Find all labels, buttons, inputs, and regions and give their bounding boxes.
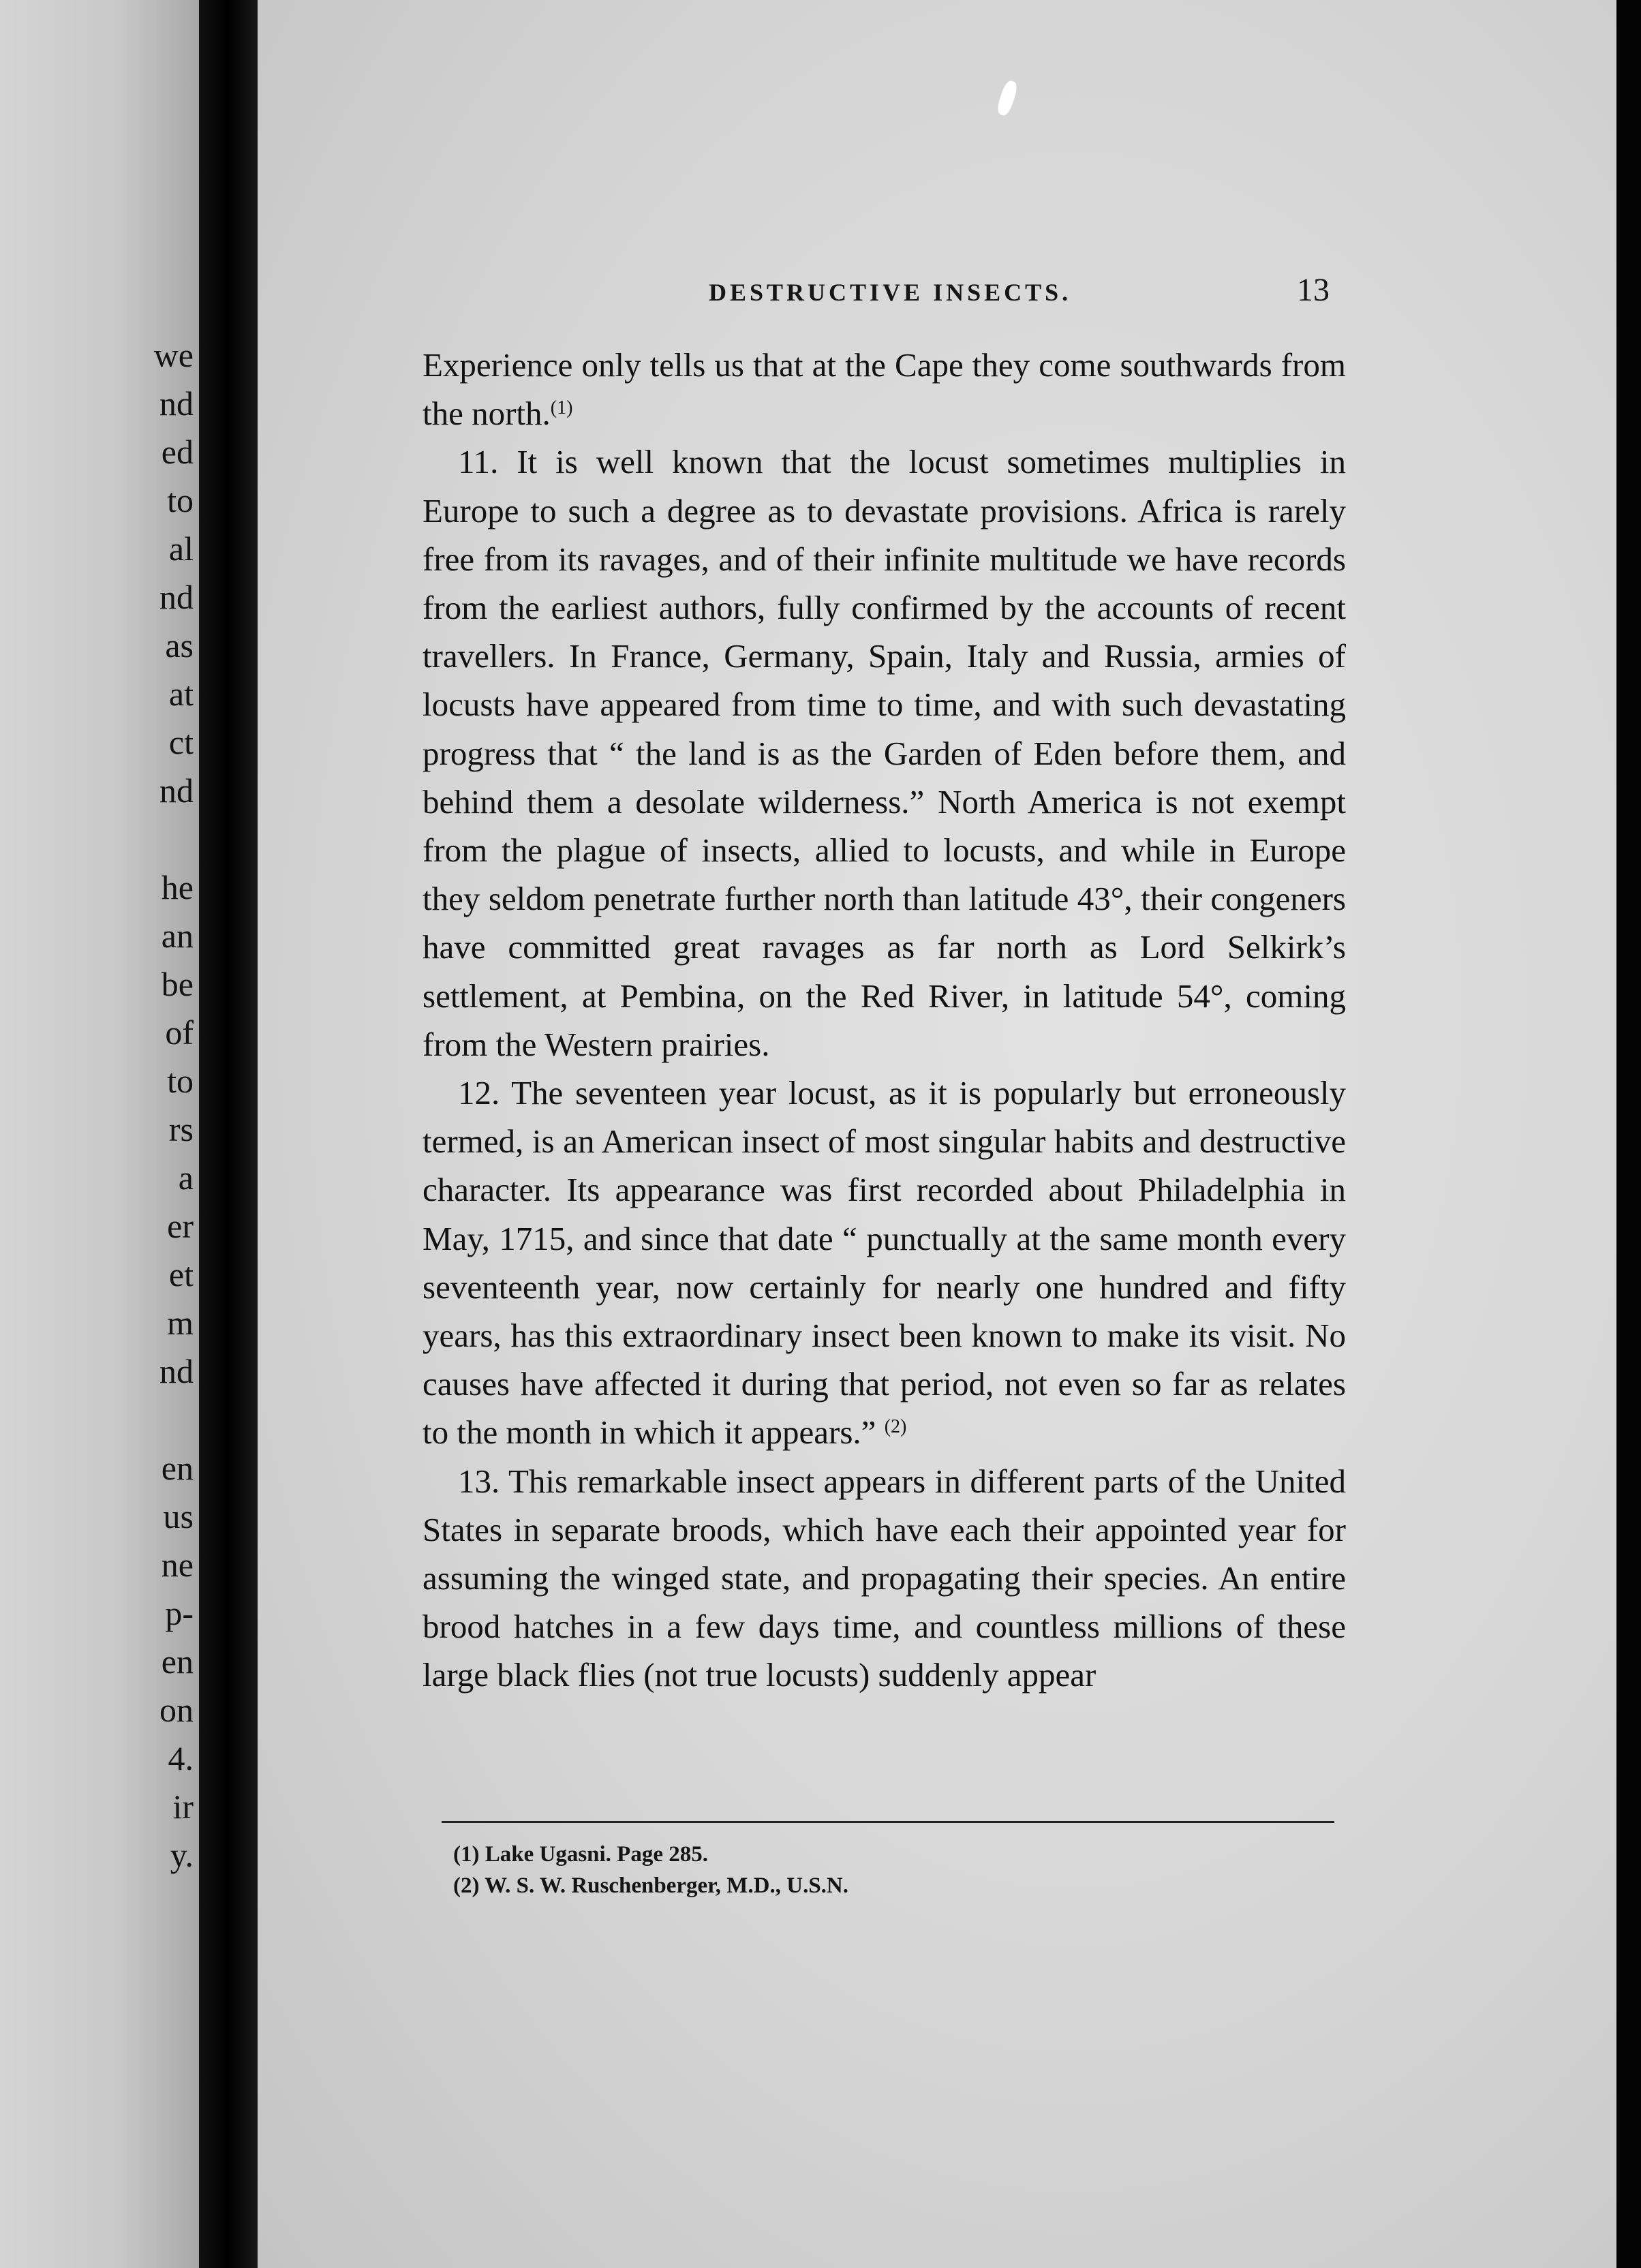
body-text xyxy=(423,341,1346,1700)
previous-page-fragment: he xyxy=(161,868,194,906)
previous-page-fragment: of xyxy=(165,1013,194,1052)
paper-speck xyxy=(995,79,1019,117)
previous-page-fragment: rs xyxy=(168,1110,194,1148)
footnote-rule xyxy=(442,1821,1334,1823)
previous-page-fragment: nd xyxy=(159,771,194,810)
previous-page-fragment: ct xyxy=(168,723,194,761)
previous-page-fragment: at xyxy=(168,675,194,713)
previous-page-fragment: be xyxy=(161,965,194,1003)
footnote-ref-2: (2) xyxy=(884,1416,907,1438)
page-number: 13 xyxy=(1297,272,1330,308)
previous-page-fragment: an xyxy=(161,917,194,955)
previous-page-fragment: to xyxy=(167,1062,194,1100)
footnote-2: (2) W. S. W. Ruschenberger, M.D., U.S.N. xyxy=(453,1873,849,1898)
previous-page-fragment: er xyxy=(167,1207,194,1245)
previous-page-fragment: a xyxy=(178,1159,194,1197)
previous-page-fragment: ir xyxy=(172,1788,194,1826)
footnotes xyxy=(453,1839,848,1901)
previous-page-fragment: nd xyxy=(159,384,194,423)
page-right-edge xyxy=(1616,0,1641,2268)
previous-page-fragment: on xyxy=(159,1691,194,1729)
previous-page-fragment: ne xyxy=(161,1546,194,1584)
paragraph-11: 11. It is well known that the locust sometimes multiplies in Europe to such a degree as to devastate provisions. Africa is rarely free from its ravages, and of their infinite multitude we have records from the earliest authors, fully confirmed by the accounts of recent travellers. In France, Germany, Spain, Italy and Russia, armies of locusts have appeared from time to time, and with such devastating progress that “ the land is as the Garden of Eden before them, and behind them a desolate wilderness.” North America is not exempt from the plague of insects, allied to locusts, and while in Europe they seldom penetrate further north than latitude 43°, their congeners have committed great ravages as far north as Lord Selkirk’s settlement, at Pembina, on the Red River, in latitude 54°, coming from the Western prairies. xyxy=(423,443,1346,1063)
previous-page-fragment: al xyxy=(168,530,194,568)
footnote-1: (1) Lake Ugasni. Page 285. xyxy=(453,1842,708,1867)
previous-page-fragment: y. xyxy=(170,1836,194,1874)
previous-page-fragment: us xyxy=(163,1497,194,1535)
previous-page-fragment: 4. xyxy=(168,1739,194,1777)
book-gutter xyxy=(199,0,258,2268)
running-head: DESTRUCTIVE INSECTS. xyxy=(709,279,1072,306)
previous-page-fragment: et xyxy=(168,1255,194,1293)
paragraph-12 xyxy=(423,1069,1346,1457)
previous-page-fragment: en xyxy=(161,1642,194,1681)
paragraph-text: Experience only tells us that at the Cape they come southwards from the north. xyxy=(423,346,1346,433)
footnote-ref-1: (1) xyxy=(550,397,573,419)
previous-page-fragment: to xyxy=(167,481,194,519)
previous-page-fragment: m xyxy=(167,1304,194,1342)
previous-page-edge xyxy=(0,0,199,2268)
paragraph-13: 13. This remarkable insect appears in different parts of the United States in separate broods, which have each their appointed year for assuming the winged state, and propagating their species. An entire brood hatches in a few days time, and countless millions of these large black flies (not true locusts) suddenly appear xyxy=(423,1462,1346,1694)
previous-page-fragment: as xyxy=(165,626,194,664)
previous-page-fragment: p- xyxy=(165,1594,194,1632)
previous-page-fragment: we xyxy=(153,336,194,374)
previous-page-fragment: nd xyxy=(159,1352,194,1390)
paragraph-continuation xyxy=(423,341,1346,438)
paragraph-text: 12. The seventeen year locust, as it is popularly but erroneously termed, is an American insect of most singular habits and destructive character. Its appearance was first recorded about Philadelphia in May, 1715, and since that date “ punctually at the same month every seventeenth year, now certainly for nearly one hundred and fifty years, has this extraordinary insect been known to make its visit. No causes have affected it during that period, not even so far as relates to the month in which it appears.” xyxy=(423,1074,1346,1452)
previous-page-fragment: en xyxy=(161,1449,194,1487)
previous-page-fragment: ed xyxy=(161,433,194,471)
previous-page-fragment: nd xyxy=(159,578,194,616)
